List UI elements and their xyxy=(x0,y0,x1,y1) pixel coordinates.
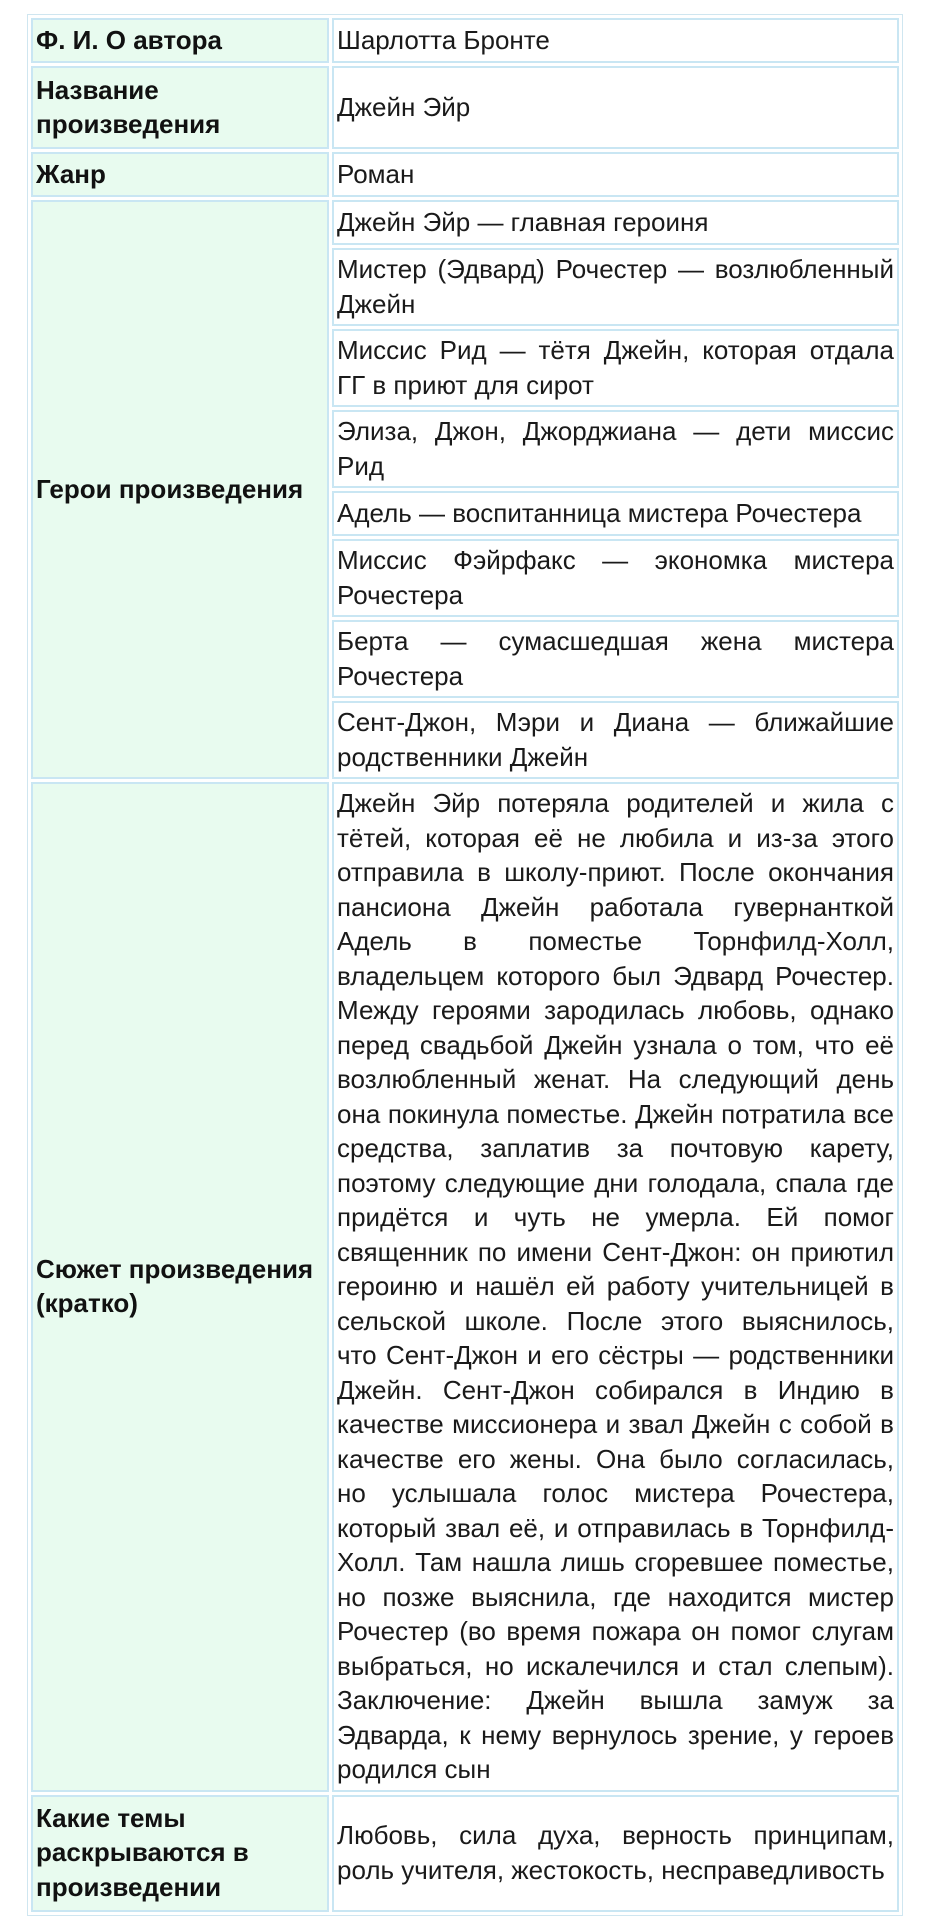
table-row xyxy=(31,782,899,1792)
title-value: Джейн Эйр xyxy=(332,66,899,149)
author-label: Ф. И. О автора xyxy=(31,18,329,63)
table-row xyxy=(31,152,899,197)
book-info-table xyxy=(27,14,903,1916)
plot-value: Джейн Эйр потеряла родителей и жила с тётей, которая её не любила и из-за этого отправила в школу-приют. После окончания пансиона Джейн работала гувернанткой Адель в поместье Торнфилд-Холл, владельцем которого был Эдвард Рочестер. Между героями зародилась любовь, однако перед свадьбой Джейн узнала о том, что её возлюбленный женат. На следующий день она покинула поместье. Джейн потратила все средства, заплатив за почтовую карету, поэтому следующие дни голодала, спала где придётся и чуть не умерла. Ей помог священник по имени Сент-Джон: он приютил героиню и нашёл ей работу учительницей в сельской школе. После этого выяснилось, что Сент-Джон и его сёстры — родственники Джейн. Сент-Джон собирался в Индию в качестве миссионера и звал Джейн с собой в качестве его жены. Она было согласилась, но услышала голос мистера Рочестера, который звал её, и отправилась в Торнфилд-Холл. Там нашла лишь сгоревшее поместье, но позже выяснила, где находится мистер Рочестер (во время пожара он помог слугам выбраться, но искалечился и стал слепым). Заключение: Джейн вышла замуж за Эдварда, к нему вернулось зрение, у героев родился сын xyxy=(332,782,899,1792)
character-item: Сент-Джон, Мэри и Диана — ближайшие родственники Джейн xyxy=(332,701,899,779)
genre-label: Жанр xyxy=(31,152,329,197)
character-item: Джейн Эйр — главная героиня xyxy=(332,200,899,245)
table-row xyxy=(31,1795,899,1912)
table-row xyxy=(31,66,899,149)
themes-value: Любовь, сила духа, верность принципам, роль учителя, жестокость, несправедливость xyxy=(332,1795,899,1912)
character-item: Миссис Рид — тётя Джейн, которая отдала ГГ в приют для сирот xyxy=(332,329,899,407)
table-row xyxy=(31,200,899,245)
book-info-sheet xyxy=(27,14,903,1916)
character-item: Берта — сумасшедшая жена мистера Рочестера xyxy=(332,620,899,698)
character-item: Мистер (Эдвард) Рочестер — возлюбленный Джейн xyxy=(332,248,899,326)
themes-label: Какие темы раскрываются в произведении xyxy=(31,1795,329,1912)
author-value: Шарлотта Бронте xyxy=(332,18,899,63)
table-row xyxy=(31,18,899,63)
character-item: Адель — воспитанница мистера Рочестера xyxy=(332,491,899,536)
genre-value: Роман xyxy=(332,152,899,197)
plot-label: Сюжет произведения (кратко) xyxy=(31,782,329,1792)
title-label: Название произведения xyxy=(31,66,329,149)
character-item: Миссис Фэйрфакс — экономка мистера Рочестера xyxy=(332,539,899,617)
character-item: Элиза, Джон, Джорджиана — дети миссис Рид xyxy=(332,410,899,488)
characters-label: Герои произведения xyxy=(31,200,329,779)
